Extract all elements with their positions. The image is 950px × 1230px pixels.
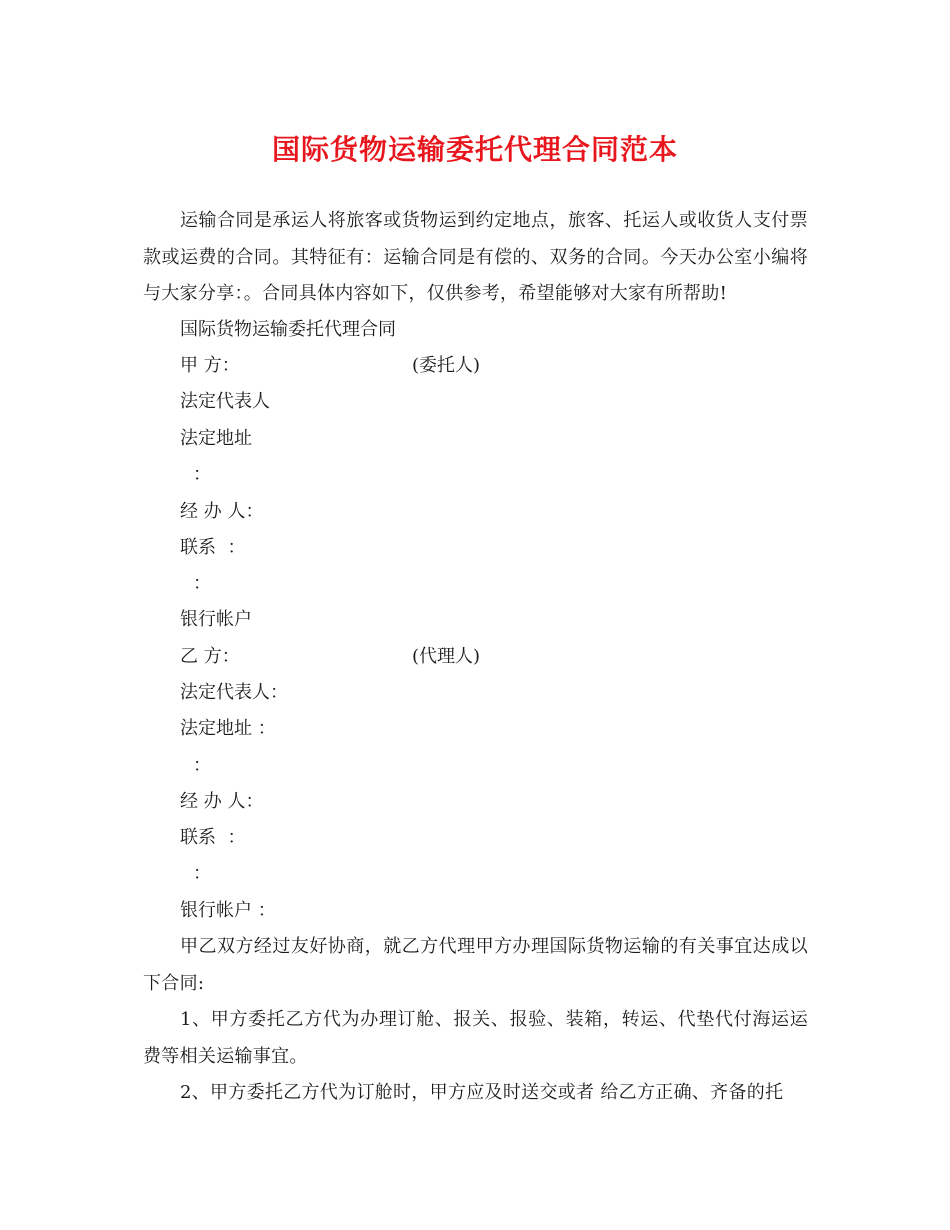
party-b-handler: 经 办 人： bbox=[180, 791, 264, 812]
intro-paragraph: 运输合同是承运人将旅客或货物运到约定地点，旅客、托运人或收货人支付票款或运费的合同。其特征有：运输合同是有偿的、双务的合同。今天办公室小编将与大家分享：。合同具体内容如下，仅供参考，希望能够对大家有所帮助! bbox=[143, 210, 808, 304]
party-a-contact: 联系 ： bbox=[180, 537, 246, 558]
party-b-role: (代理人) bbox=[412, 646, 481, 667]
party-b-address-colon: ： bbox=[193, 755, 211, 776]
party-b-contact-colon: ： bbox=[193, 863, 211, 884]
document-title: 国际货物运输委托代理合同范本 bbox=[271, 133, 678, 166]
party-a-contact-colon: ： bbox=[193, 573, 211, 594]
party-a-handler: 经 办 人： bbox=[180, 501, 264, 522]
party-b-contact: 联系 ： bbox=[180, 827, 246, 848]
party-a-address: 法定地址 bbox=[180, 428, 252, 449]
party-b-legal-rep: 法定代表人： bbox=[180, 682, 288, 703]
contract-name: 国际货物运输委托代理合同 bbox=[180, 319, 396, 340]
party-a-label: 甲 方： bbox=[180, 355, 240, 376]
party-a-legal-rep: 法定代表人 bbox=[180, 391, 270, 412]
agreement-paragraph: 甲乙双方经过友好协商，就乙方代理甲方办理国际货物运输的有关事宜达成以下合同: bbox=[143, 936, 808, 994]
party-a-bank: 银行帐户 bbox=[180, 609, 252, 630]
party-a-role: (委托人) bbox=[412, 355, 481, 376]
clause-2: 2、甲方委托乙方代为订舱时，甲方应及时送交或者 给乙方正确、齐备的托 bbox=[180, 1082, 784, 1103]
party-a-address-colon: ： bbox=[193, 464, 211, 485]
clause-1: 1、甲方委托乙方代为办理订舱、报关、报验、装箱，转运、代垫代付海运运费等相关运输事宜。 bbox=[143, 1009, 808, 1067]
party-b-bank: 银行帐户 ： bbox=[180, 900, 276, 921]
party-b-label: 乙 方： bbox=[180, 646, 240, 667]
party-b-address: 法定地址 ： bbox=[180, 718, 276, 739]
